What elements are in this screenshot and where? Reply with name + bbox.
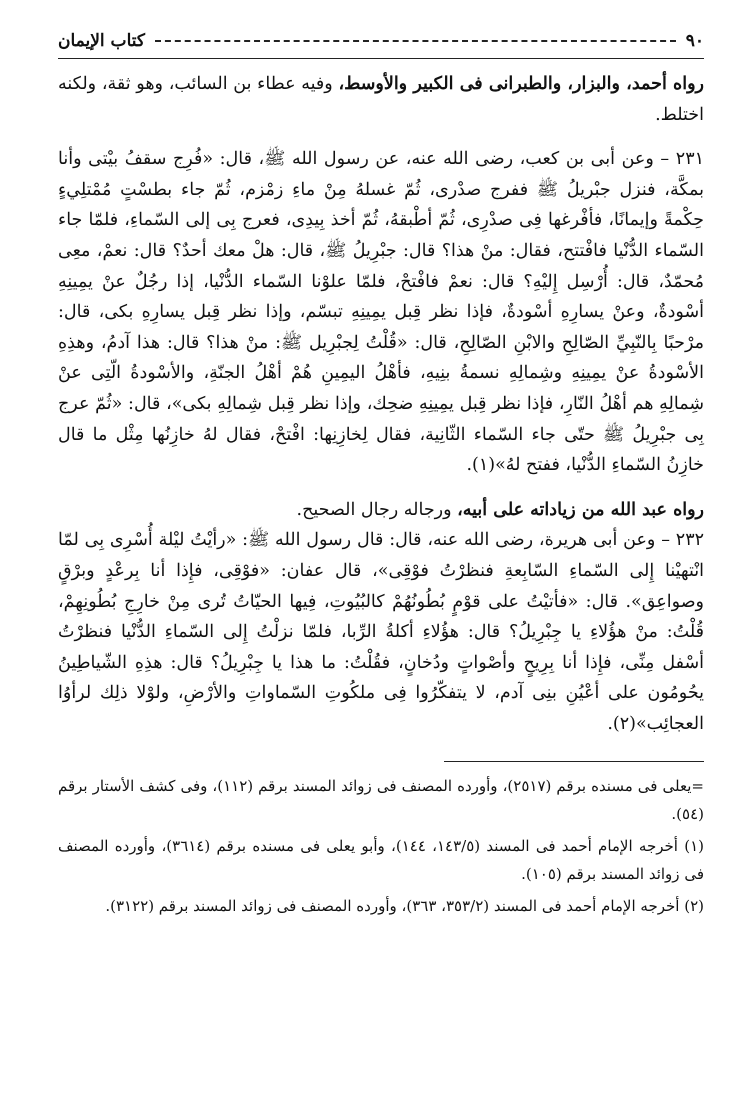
page <box>58 28 704 924</box>
hadith-231-source <box>58 495 704 526</box>
page-number: ٩٠ <box>685 31 704 51</box>
hadith-231-source-bold: رواه عبد الله من زياداته على أبيه، <box>457 499 704 520</box>
footnote-separator <box>444 761 704 762</box>
hadith-232: ٢٣٢ – وعن أبى هريرة، رضى الله عنه، قال: قال رسول الله ﷺ: «رأيْتُ ليْلة أُسْرِى بِى لمّا انْتهيْنا إِلى السّماءِ السّابِعةِ فنظرْتُ فوْقِى»، قال عفان: «فوْقِى، فإِذا أنا بِرعْدٍ وبرْقٍ وصواعِق». قال: «فأتيْتُ على قوْمٍ بُطُونُهُمْ كالبُيُوتِ، فِيها الحيّاتُ تُرى مِنْ خارِجِ بُطُونِهِمْ، قُلْتُ: منْ هؤُلاءِ يا جِبْرِيلُ؟ قال: هؤُلاءِ أكلةُ الرِّبا، فلمّا نزلْتُ إِلى السّماءِ الدُّنْيا فنظرْتُ أسْفل مِنِّى، فإِذا أنا بِرِيحٍ وأصْواتٍ ودُخانٍ، فقُلْتُ: ما هذا يا جِبْرِيلُ؟ قال: هذِهِ الشّياطِينُ يحُومُون على أعْيُنِ بنِى آدم، لا يتفكّرُوا فِى ملكُوتِ السّماواتِ والأرْضِ، ولوْلا ذلِك لرأوُا العجائِب»(٢). <box>58 530 704 734</box>
footnote-2: (٢) أخرجه الإمام أحمد فى المسند (٣٥٣/٢، ٣٦٣)، وأورده المصنف فى زوائد المسند برقم (٣١٢٢). <box>105 897 704 916</box>
footnote-1: (١) أخرجه الإمام أحمد فى المسند (١٤٣/٥، ١٤٤)، وأبو يعلى فى مسنده برقم (٣٦١٤)، وأورده المصنف فى زوائد المسند برقم (١٠٥). <box>58 837 704 884</box>
hadith-231: ٢٣١ – وعن أبى بن كعب، رضى الله عنه، عن رسول الله ﷺ، قال: «فُرِج سقفُ بيْتى وأنا بمكَّة، فنزل جبْريلُ ﷺ ففرج صدْرى، ثُمّ غسلهُ مِنْ ماءِ زمْزم، ثُمّ جاء بطسْتٍ مُمْتلِيءٍ حِكْمةً وإيمانًا، فأفْرغها فِى صدْرِى، ثُمّ أطْبقهُ، ثُمّ أخذ بِيدِى، فعرج بِى إلى السّماءِ، فلمّا جاء السّماء الدُّنْيا فافْتتح، فقال: منْ هذا؟ قال: جبْرِيلُ ﷺ، قال: هلْ معك أحدٌ؟ قال: نعمْ، معِى مُحمّدٌ، قال: أُرْسِل إِليْهِ؟ قال: نعمْ فافْتحْ، فلمّا علوْنا السّماء الدُّنْيا، إذا رجُلٌ عنْ يمِينِهِ أسْودةٌ، وعنْ يسارِهِ أسْودةٌ، فإذا نظر قِبل يمِينِهِ تبسّم، وإذا نظر قِبل يسارِهِ بكى، قال: مرْحبًا بِالنّبِيِّ الصّالِحِ والابْنِ الصّالِحِ، قال: «قُلْتُ لِجبْرِيل ﷺ: منْ هذا؟ قال: هذا آدمُ، وهذِهِ الأسْودةُ عنْ يمِينِهِ وشِمالِهِ نسمةُ بنِيهِ، فأهْلُ اليمِينِ هُمْ أهْلُ الجنّةِ، والأسْودةُ الّتِى عنْ شِمالِهِ هم أهْلُ النّارِ، فإذا نظر قِبل يمِينِهِ ضحِك، وإذا نظر قِبل شِمالِهِ بكى»، قال: «ثُمّ عرج بِى جبْرِيلُ ﷺ حتّى جاء السّماء الثّانِية، فقال لِخازِنِها: افْتحْ، فقال لهُ خازِنُها مِثْل ما قال خازِنُ السّماءِ الدُّنْيا، ففتح لهُ»(١). <box>58 149 704 476</box>
intro-source-bold: رواه أحمد، والبزار، والطبرانى فى الكبير والأوسط، <box>338 74 704 94</box>
intro-source-text: وفيه عطاء بن السائب، وهو ثقة، ولكنه اختلط. <box>58 74 704 125</box>
intro-paragraph <box>58 69 704 130</box>
running-header <box>58 28 704 54</box>
header-dashed-rule <box>155 40 676 42</box>
footnote-continuation: =يعلى فى مسنده برقم (٢٥١٧)، وأورده المصنف فى زوائد المسند برقم (١١٢)، وفى كشف الأستار برقم (٥٤). <box>58 777 704 824</box>
book-title: كتاب الإيمان <box>58 31 145 51</box>
hadith-231-source-text: ورجاله رجال الصحيح. <box>296 499 458 520</box>
